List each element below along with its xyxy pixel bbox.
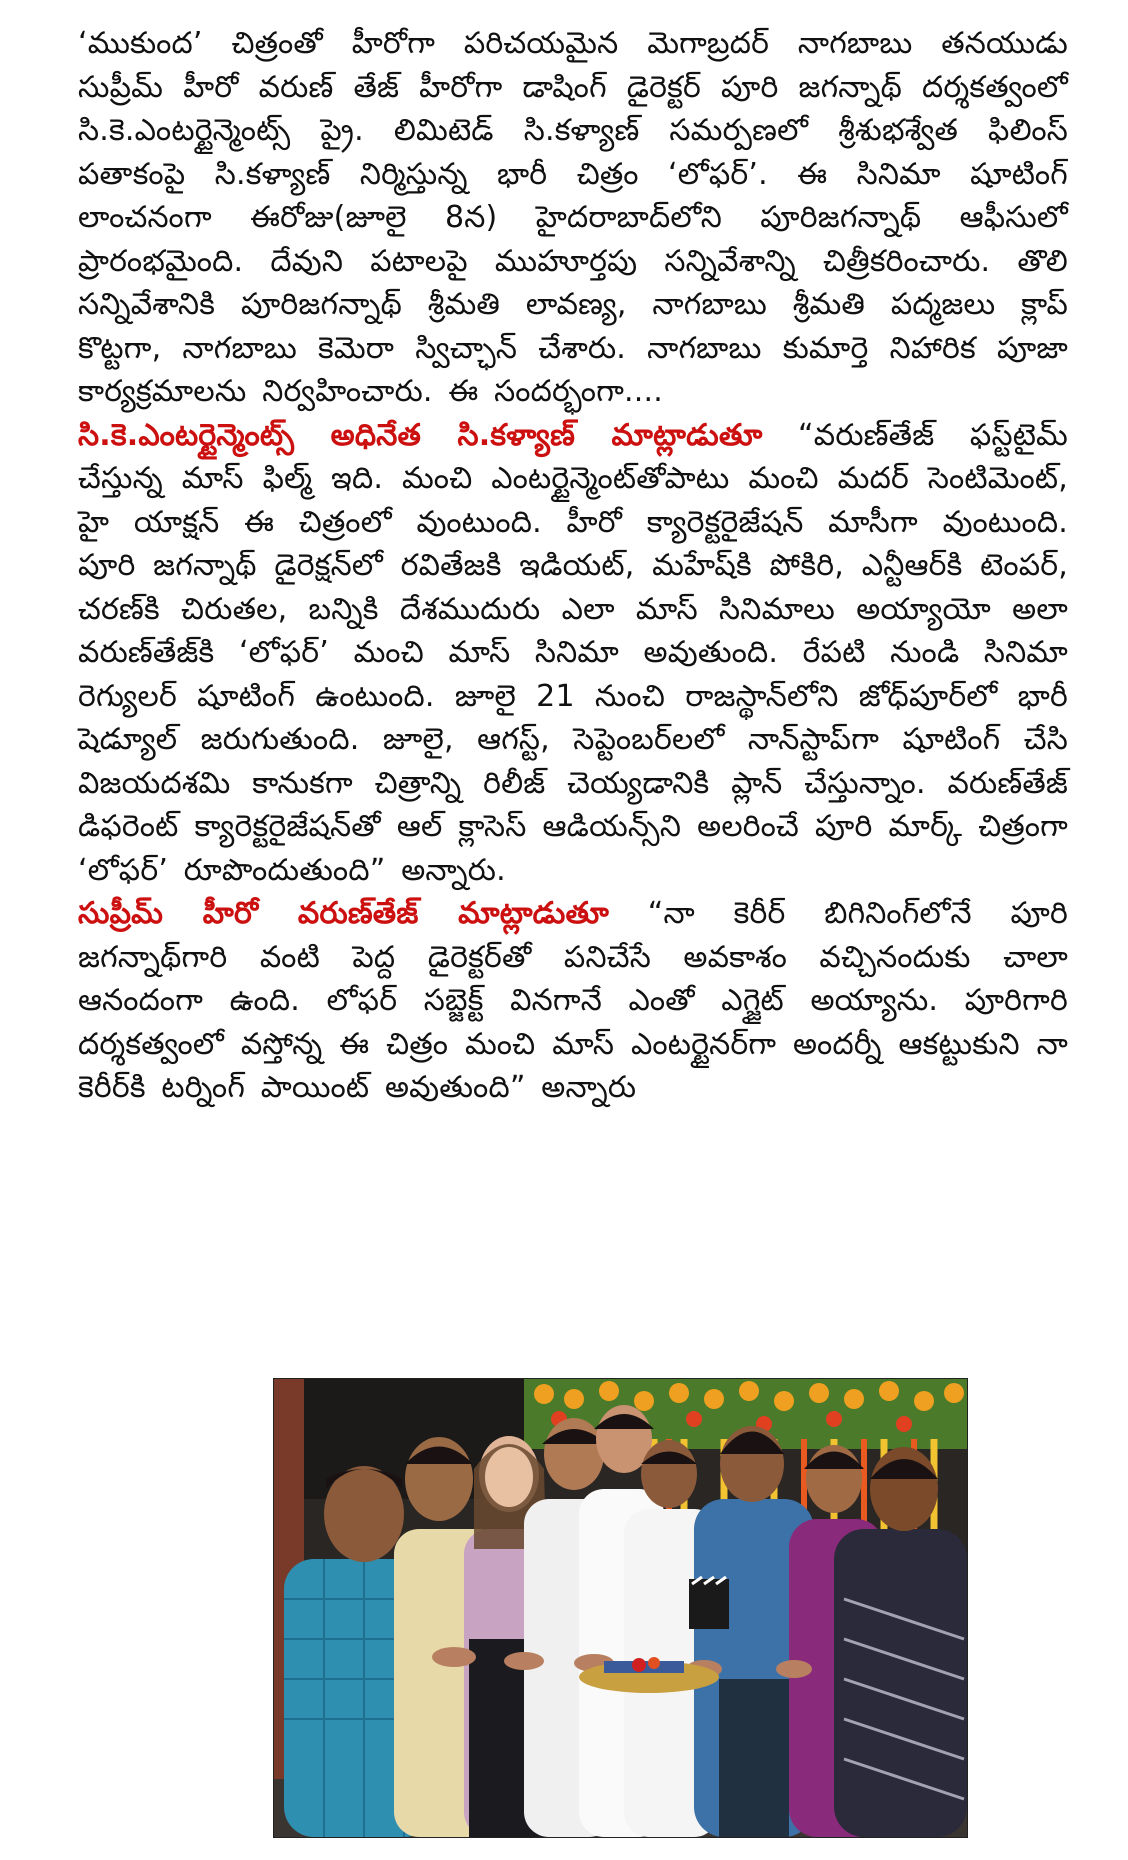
article-body [78, 22, 1068, 1110]
launch-photo [273, 1378, 968, 1838]
hero-speaker-label: సుప్రీమ్ హీరో వరుణ్‌తేజ్ మాట్లాడుతూ [78, 896, 610, 931]
producer-quote-paragraph [78, 414, 1068, 893]
producer-quote-text: “వరుణ్‌తేజ్ ఫస్ట్‌టైమ్ చేస్తున్న మాస్ ఫిల్మ్ ఇది. మంచి ఎంటర్టైన్మెంట్‌తోపాటు మంచి మదర్ సెంటిమెంట్, హై యాక్షన్ ఈ చిత్రంలో వుంటుంది. హీరో క్యారెక్టరైజేషన్ మాసీగా వుంటుంది. పూరి జగన్నాథ్ డైరెక్షన్‌లో రవితేజకి ఇడియట్, మహేష్‌కి పోకిరి, ఎన్టీఆర్‌కి టెంపర్, చరణ్‌కి చిరుతల, బన్నికి దేశముదురు ఎలా మాస్ సినిమాలు అయ్యాయో అలా వరుణ్‌తేజ్‌కి ‘లోఫర్’ మంచి మాస్ సినిమా అవుతుంది. రేపటి నుండి సినిమా రెగ్యులర్ షూటింగ్ ఉంటుంది. జూలై 21 నుంచి రాజస్థాన్‌లోని జోధ్‌పూర్‌లో భారీ షెడ్యూల్ జరుగుతుంది. జూలై, ఆగస్ట్, సెప్టెంబర్‌లలో నాన్‌స్టాప్‌గా షూటింగ్ చేసి విజయదశమి కానుకగా చిత్రాన్ని రిలీజ్ చెయ్యడానికి ప్లాన్ చేస్తున్నాం. వరుణ్‌తేజ్ డిఫరెంట్ క్యారెక్టరైజేషన్‌తో ఆల్ క్లాసెస్ ఆడియన్స్‌ని అలరించే పూరి మార్క్ చిత్రంగా ‘లోఫర్’ రూపొందుతుంది” అన్నారు. [78, 417, 1068, 888]
producer-speaker-label: సి.కె.ఎంటర్టైన్మెంట్స్ అధినేత సి.కళ్యాణ్ మాట్లాడుతూ [78, 417, 763, 453]
intro-paragraph: ‘ముకుంద’ చిత్రంతో హీరోగా పరిచయమైన మెగాబ్రదర్ నాగబాబు తనయుడు సుప్రీమ్ హీరో వరుణ్ తేజ్ హీరోగా డాషింగ్ డైరెక్టర్ పూరి జగన్నాథ్ దర్శకత్వంలో సి.కె.ఎంటర్టైన్మెంట్స్ ప్రై. లిమిటెడ్ సి.కళ్యాణ్ సమర్పణలో శ్రీశుభశ్వేత ఫిలింస్ పతాకంపై సి.కళ్యాణ్ నిర్మిస్తున్న భారీ చిత్రం ‘లోఫర్’. ఈ సినిమా షూటింగ్ లాంచనంగా ఈరోజు(జూలై 8న) హైదరాబాద్‌లోని పూరిజగన్నాథ్ ఆఫీసులో ప్రారంభమైంది. దేవుని పటాలపై ముహూర్తపు సన్నివేశాన్ని చిత్రీకరించారు. తొలి సన్నివేశానికి పూరిజగన్నాథ్ శ్రీమతి లావణ్య, నాగబాబు శ్రీమతి పద్మజలు క్లాప్ కొట్టగా, నాగబాబు కెమెరా స్విచ్ఛాన్ చేశారు. నాగబాబు కుమార్తె నిహారిక పూజా కార్యక్రమాలను నిర్వహించారు. ఈ సందర్భంగా.... [78, 26, 1068, 409]
hero-quote-text: “నా కెరీర్ బిగినింగ్‌లోనే పూరి జగన్నాథ్‌గారి వంటి పెద్ద డైరెక్టర్‌తో పనిచేసే అవకాశం వచ్చినందుకు చాలా ఆనందంగా ఉంది. లోఫర్ సబ్జెక్ట్ వినగానే ఎంతో ఎగ్జైట్ అయ్యాను. పూరిగారి దర్శకత్వంలో వస్తోన్న ఈ చిత్రం మంచి మాస్ ఎంటర్టైనర్‌గా అందర్నీ ఆకట్టుకుని నా కెరీర్‌కి టర్నింగ్ పాయింట్ అవుతుంది” అన్నారు [78, 896, 1068, 1105]
launch-photo-illustration [274, 1379, 967, 1837]
hero-quote-paragraph [78, 892, 1068, 1110]
